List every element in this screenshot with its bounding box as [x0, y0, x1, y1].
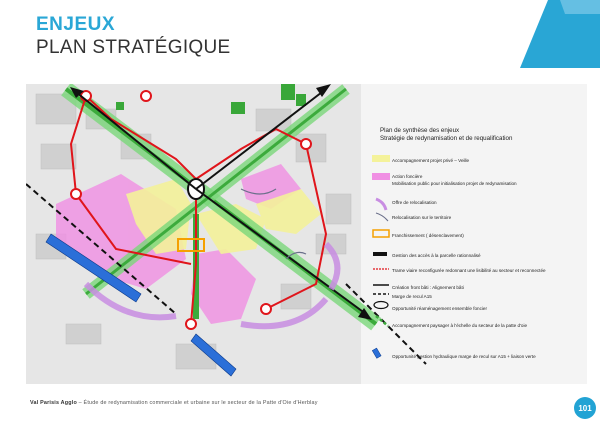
footer: [30, 400, 318, 406]
legend-item-hydraulic: Opportunité gestion hydraulique marge de recul sur A15 + liaison verte: [392, 354, 536, 360]
legend-item-relocation-offer: Offre de relocalisation: [392, 200, 437, 206]
footer-separator: –: [76, 400, 84, 406]
legend-item-access: Gestion des accès à la parcelle rationnalisé: [392, 253, 481, 259]
legend-subtitle: Stratégie de redynamisation et de requalification: [380, 135, 513, 142]
legend-title: Plan de synthèse des enjeux: [380, 127, 460, 134]
legend-item-pink: Action foncière: [392, 174, 423, 180]
legend-header: [380, 127, 580, 143]
legend-item-road-network: Trame viaire reconfigurée redonnant une lisibilité au secteur et reconnectée: [392, 268, 546, 274]
legend-item-yellow: Accompagnement projet privé – Veille: [392, 158, 470, 164]
legend-item-land: Opportunité réaménagement ensemble foncier: [392, 306, 487, 312]
footer-brand: Val Parisis Agglo: [30, 400, 77, 406]
legend-item-front: Création front bâti : Alignement bâti: [392, 285, 464, 291]
legend-item-a15: Marge de recul A15: [392, 294, 432, 300]
page-title: ENJEUX: [36, 14, 116, 35]
page-number: 101: [574, 397, 596, 419]
legend-item-crossing: Franchissement ( désenclavement): [392, 233, 464, 239]
legend-item-relocation: Relocalisation sur le territoire: [392, 215, 452, 221]
page-subtitle: PLAN STRATÉGIQUE: [36, 37, 231, 58]
footer-text: Étude de redynamisation commerciale et urbaine sur le secteur de la Patte d'Oie d'Herblay: [83, 400, 318, 406]
legend-item-pink-2: Mobilisation public pour initialisation projet de redynamisation: [392, 181, 517, 187]
legend-item-landscape: Accompagnement paysager à l'échelle du secteur de la patte d'oie: [392, 323, 528, 329]
